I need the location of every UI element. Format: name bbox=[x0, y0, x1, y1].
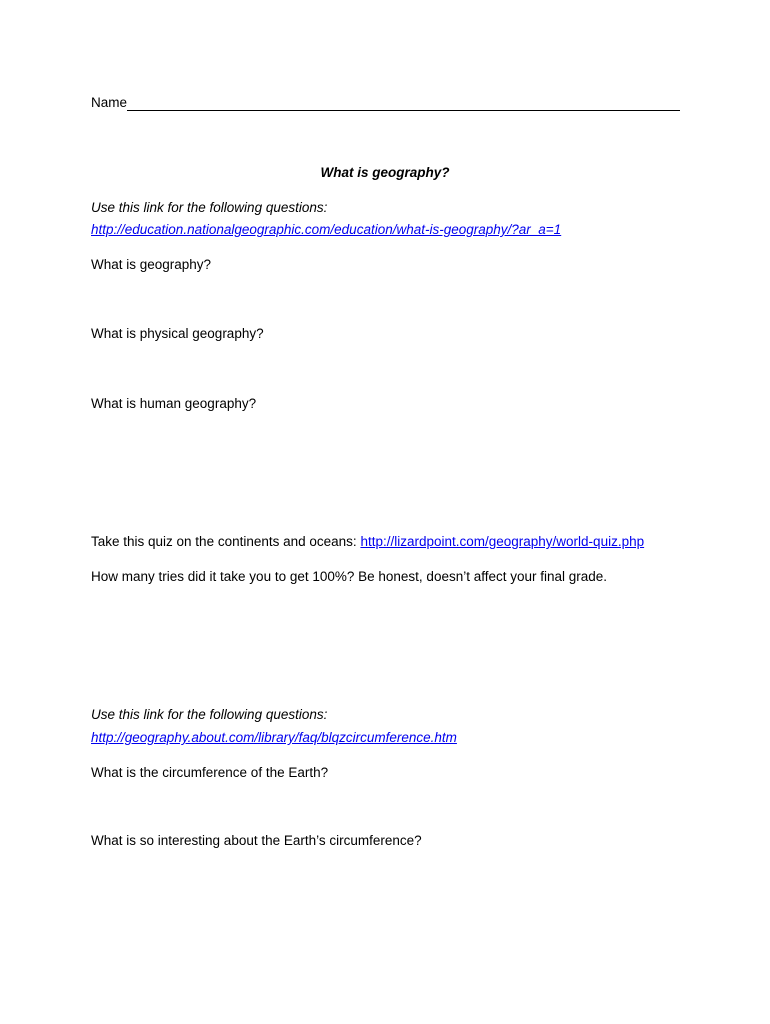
section1-instruction: Use this link for the following questions: bbox=[91, 200, 328, 215]
section1-link-row bbox=[91, 221, 561, 238]
quiz-instruction-text: Take this quiz on the continents and oceans: bbox=[91, 534, 361, 549]
natgeo-link[interactable]: http://education.nationalgeographic.com/education/what-is-geography/?ar_a=1 bbox=[91, 222, 562, 237]
question-what-is-geography: What is geography? bbox=[91, 257, 212, 272]
quiz-instruction-row bbox=[91, 533, 644, 550]
question-circumference-interesting: What is so interesting about the Earth’s circumference? bbox=[91, 833, 422, 848]
question-physical-geography: What is physical geography? bbox=[91, 326, 264, 341]
name-label: Name bbox=[91, 95, 128, 110]
question-earth-circumference: What is the circumference of the Earth? bbox=[91, 765, 329, 780]
question-human-geography: What is human geography? bbox=[91, 396, 257, 411]
circumference-link[interactable]: http://geography.about.com/library/faq/blqzcircumference.htm bbox=[91, 730, 457, 745]
section2-instruction: Use this link for the following questions: bbox=[91, 707, 328, 722]
lizardpoint-quiz-link[interactable]: http://lizardpoint.com/geography/world-quiz.php bbox=[360, 534, 645, 549]
section2-link-row bbox=[91, 729, 457, 746]
name-answer-line[interactable] bbox=[127, 110, 680, 111]
question-quiz-tries: How many tries did it take you to get 100%? Be honest, doesn’t affect your final grade. bbox=[91, 569, 608, 584]
name-field-row bbox=[91, 94, 680, 111]
page-title: What is geography? bbox=[320, 165, 450, 180]
